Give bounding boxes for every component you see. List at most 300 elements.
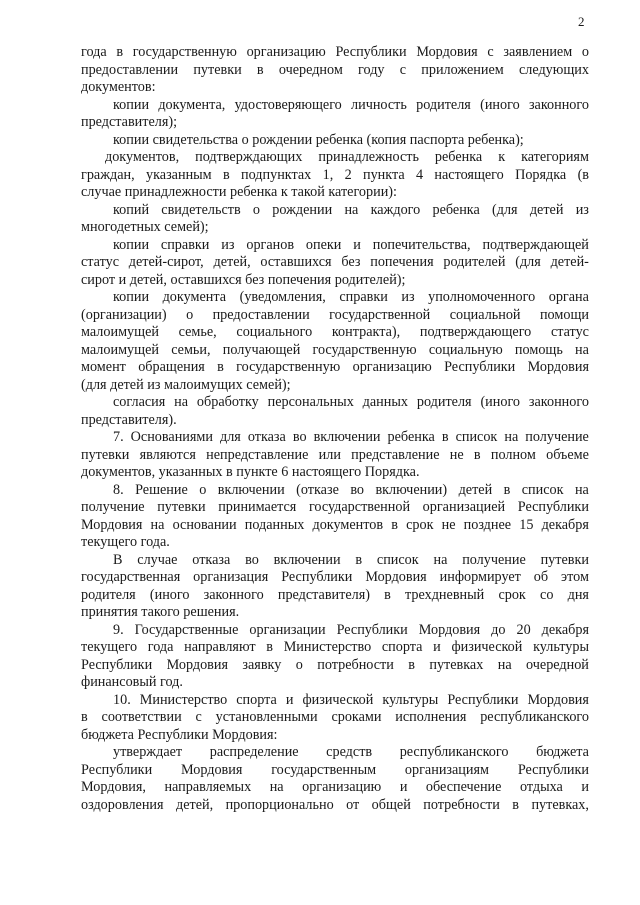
word: исполнения [395, 709, 467, 725]
word: предоставлении [81, 61, 179, 78]
word: путевки [540, 551, 589, 568]
word: полном [490, 446, 536, 463]
word: заявлением [503, 44, 573, 60]
word: очередной [526, 656, 589, 673]
text-line [81, 709, 589, 727]
word: из [401, 289, 415, 305]
word: родителя [81, 586, 136, 603]
word: текущего [81, 639, 138, 655]
word: представителя) [277, 586, 370, 603]
word: трехдневный [405, 586, 485, 603]
word: статус [81, 254, 120, 270]
word: организацию [246, 44, 326, 60]
word: в [266, 639, 273, 655]
word: ребенка [387, 429, 435, 445]
word: (отказе [296, 481, 339, 498]
word: (для [515, 254, 541, 270]
word: Республики [81, 656, 153, 673]
text-line [81, 674, 589, 692]
text-line [81, 202, 589, 220]
word: общей [371, 796, 411, 813]
text-line [81, 237, 589, 255]
word: Республики [281, 569, 353, 585]
word: включении [217, 481, 285, 498]
text-line [81, 587, 589, 605]
word: с [399, 61, 407, 78]
word: республиканского [399, 744, 509, 760]
word: граждан, [81, 166, 135, 183]
word: Основаниями [130, 429, 213, 445]
word: справки [160, 236, 210, 253]
text-line [81, 289, 589, 307]
word: ребенка [434, 149, 483, 165]
text-line [81, 149, 589, 167]
word: помощи [539, 306, 589, 323]
line-text: текущего года. [81, 534, 170, 550]
word: государственной [308, 499, 411, 515]
word: документов, [105, 149, 180, 165]
word: малоимущей [81, 341, 159, 358]
word: список [376, 551, 419, 568]
word: государственная [81, 569, 181, 585]
word: случае [137, 551, 178, 568]
word: указанным [146, 166, 212, 183]
word: очередном [278, 61, 343, 78]
word: попечения [370, 254, 434, 270]
text-line [81, 744, 589, 762]
word: в [256, 61, 264, 78]
word: документа, [158, 96, 226, 113]
word: Мордовия [418, 621, 481, 638]
word: список [521, 481, 564, 498]
line-text: многодетных семей); [81, 219, 209, 235]
word: принадлежность [318, 149, 419, 165]
word: получение [525, 429, 589, 445]
word: детей, [175, 796, 214, 813]
word: копии [113, 289, 150, 305]
word: Мордовия [416, 44, 478, 60]
word: с [195, 709, 202, 725]
word: государственным [271, 761, 377, 778]
word: и [581, 779, 589, 795]
word: (для [492, 201, 518, 218]
word: декабря [541, 516, 589, 533]
word: отдыха [519, 779, 563, 795]
word: государственной [329, 306, 431, 323]
word: в [81, 709, 88, 725]
word: обеспечение [425, 779, 502, 795]
word: во [292, 429, 307, 445]
text-line [81, 604, 589, 622]
text-line [81, 62, 589, 80]
word: (в [577, 166, 589, 183]
word: социальной [449, 306, 521, 323]
text-line [81, 534, 589, 552]
text-line [81, 762, 589, 780]
word: культуры [382, 691, 439, 708]
word: и [399, 779, 408, 795]
word: обработку [196, 394, 259, 410]
text-line [81, 97, 589, 115]
line-text: случае принадлежности ребенка к такой категории): [81, 184, 397, 200]
word: организацией [422, 499, 506, 515]
word: копий [113, 201, 150, 218]
word: о [581, 44, 589, 60]
text-line [81, 272, 589, 290]
word: информирует [439, 569, 521, 585]
word: дня [567, 586, 589, 603]
word: из [221, 236, 235, 253]
word: являются [139, 446, 196, 463]
line-text: сирот и детей, оставшихся без попечения родителей); [81, 271, 406, 288]
word: к [498, 149, 506, 165]
word: Республики [517, 499, 589, 515]
word: рождении [272, 201, 333, 218]
word: путевках [429, 656, 484, 673]
word: в [355, 551, 363, 568]
word: включении [273, 551, 341, 568]
word: помощь [514, 341, 563, 358]
word: детей [529, 201, 564, 218]
text-line [81, 184, 589, 202]
word: направляемых [164, 779, 252, 795]
word: на [575, 341, 589, 358]
word: бюджета [536, 744, 589, 760]
text-line [81, 622, 589, 640]
word: основании [172, 516, 237, 533]
word: путевки [193, 61, 242, 78]
word: с [487, 44, 494, 60]
word: детей-сирот, [128, 254, 204, 270]
word: на [174, 394, 189, 410]
text-line [81, 307, 589, 325]
text-line [81, 727, 589, 745]
word: на [344, 201, 359, 218]
word: 4 [415, 166, 424, 183]
text-line [81, 219, 589, 237]
word: Мордовия [527, 691, 589, 708]
word: путевки [157, 499, 206, 515]
word: момент [81, 359, 126, 375]
word: органов [246, 236, 295, 253]
word: обращения [138, 359, 205, 375]
word: представление [351, 446, 440, 463]
word: на [150, 516, 165, 533]
word: настоящего [434, 166, 504, 183]
page-number: 2 [578, 14, 585, 29]
word: 2 [344, 166, 352, 183]
text-line [81, 499, 589, 517]
line-text: бюджета Республики Мордовия: [81, 726, 278, 743]
word: включении [313, 429, 381, 445]
text-line [81, 79, 589, 97]
word: организация [193, 569, 269, 585]
word: на [433, 551, 448, 568]
word: физической [451, 639, 523, 655]
word: Мордовия [527, 359, 589, 375]
word: Республики [517, 761, 589, 778]
word: организации [249, 621, 326, 638]
word: во [245, 551, 259, 568]
text-line [81, 797, 589, 815]
word: спорта [381, 639, 423, 655]
word: малоимущей [81, 324, 159, 340]
word: Мордовия [180, 761, 243, 778]
word: пункта [363, 166, 405, 183]
word: и [285, 691, 294, 708]
line-text: принятия такого решения. [81, 604, 240, 620]
word: статус [550, 324, 589, 340]
word: позднее [463, 516, 512, 533]
word: Республики [336, 621, 408, 638]
word: (иного [480, 96, 520, 113]
word: согласия [113, 394, 166, 410]
word: соответствии [101, 709, 182, 725]
line-text: (для детей из малоимущих семей); [81, 376, 291, 393]
word: государственную [312, 341, 417, 358]
word: Мордовия [365, 569, 427, 585]
word: каждого [370, 201, 421, 218]
word: на [504, 429, 519, 445]
word: в [217, 359, 224, 375]
word: детей, [213, 254, 251, 270]
word: 15 [519, 516, 534, 533]
word: в [223, 166, 230, 183]
word: распределение [209, 744, 299, 760]
word: категориям [521, 149, 589, 165]
word: детей [458, 481, 493, 498]
word: утверждает [113, 744, 183, 760]
word: 8. [113, 481, 124, 498]
word: от [346, 796, 360, 813]
word: социального [236, 324, 313, 340]
word: из [575, 201, 589, 218]
word: года [147, 639, 174, 655]
word: отказа [247, 429, 286, 445]
word: года [81, 44, 107, 60]
word: Решение [135, 481, 188, 498]
word: организацию [302, 779, 382, 795]
word: Мордовия [166, 656, 228, 673]
word: родителей [443, 254, 506, 270]
text-line [81, 254, 589, 272]
word: организациям [404, 761, 490, 778]
word: со [540, 586, 554, 603]
word: (организации) [81, 306, 167, 323]
line-text: представителя). [81, 411, 177, 428]
text-line [81, 412, 589, 430]
word: не [441, 516, 456, 533]
word: следующих [518, 61, 589, 78]
word: персональных [267, 394, 354, 410]
word: данных [362, 394, 408, 410]
word: на [574, 481, 589, 498]
text-line [81, 394, 589, 412]
word: оздоровления [81, 796, 164, 813]
word: в [441, 429, 449, 445]
word: документа [162, 289, 227, 305]
text-line [81, 44, 589, 62]
word: заявку [242, 656, 282, 673]
word: для [220, 429, 241, 445]
word: контракта), [331, 324, 401, 340]
word: (иного [149, 586, 190, 603]
word: объеме [546, 446, 589, 463]
word: получение [81, 499, 145, 515]
word: список [455, 429, 498, 445]
word: в [503, 481, 511, 498]
word: родителя [416, 394, 472, 410]
word: подтверждающей [482, 236, 589, 253]
text-line [81, 517, 589, 535]
word: в [408, 656, 415, 673]
word: отказа [192, 551, 231, 568]
word: потребности [423, 796, 500, 813]
word: о [252, 201, 260, 218]
word: (уведомления, [239, 289, 326, 305]
line-text: документов: [81, 79, 156, 95]
word: Республики [444, 359, 516, 375]
word: путевки [81, 446, 130, 463]
word: без [341, 254, 361, 270]
text-line [81, 692, 589, 710]
text-line [81, 167, 589, 185]
word: личность [351, 96, 407, 113]
word: семье, [178, 324, 217, 340]
word: срок [406, 516, 434, 533]
word: установленными [215, 709, 318, 725]
word: социальную [428, 341, 503, 358]
word: документов [312, 516, 384, 533]
word: свидетельств [161, 201, 241, 218]
text-line [81, 552, 589, 570]
word: принимается [218, 499, 297, 515]
word: направляют [184, 639, 256, 655]
word: на [497, 656, 512, 673]
word: срок [498, 586, 526, 603]
word: подтверждающих [195, 149, 303, 165]
word: организацию [352, 359, 432, 375]
word: Республики [335, 44, 407, 60]
word: о [295, 656, 303, 673]
word: о [199, 481, 207, 498]
body-text [81, 44, 589, 814]
word: предоставлении [212, 306, 310, 323]
word: опеки [305, 236, 342, 253]
line-text: финансовый год. [81, 674, 183, 690]
word: во [350, 481, 365, 498]
line-text: копии свидетельства о рождении ребенка (копия паспорта ребенка); [113, 131, 524, 148]
word: родителя [416, 96, 471, 113]
word: ребенка [432, 201, 480, 218]
word: уполномоченного [428, 289, 536, 305]
word: до [491, 621, 506, 638]
word: 20 [516, 621, 531, 638]
word: потребности [317, 656, 394, 673]
word: справки [339, 289, 388, 305]
word: республиканского [480, 709, 589, 725]
text-line [81, 377, 589, 395]
word: получающей [222, 341, 301, 358]
word: государственную [236, 359, 341, 375]
word: пропорционально [225, 796, 334, 813]
word: в [512, 796, 519, 813]
word: включении) [375, 481, 448, 498]
word: подтверждающего [419, 324, 532, 340]
word: В [113, 551, 123, 568]
line-text: документов, указанных в пункте 6 настоящего Порядка. [81, 464, 420, 480]
word: детей- [550, 254, 589, 270]
word: приложением [421, 61, 504, 78]
word: Министерство [139, 691, 228, 708]
word: органа [548, 289, 589, 305]
word: семьи, [171, 341, 211, 358]
word: средств [326, 744, 373, 760]
text-line [81, 429, 589, 447]
text-line [81, 482, 589, 500]
word: удостоверяющего [234, 96, 342, 113]
word: государственную [132, 44, 237, 60]
word: 9. [113, 621, 124, 638]
word: году [358, 61, 385, 78]
word: культуры [533, 639, 589, 655]
word: 7. [113, 429, 124, 445]
text-line [81, 342, 589, 360]
text-line [81, 447, 589, 465]
word: копии [113, 96, 150, 113]
line-text: представителя); [81, 114, 178, 130]
word: законного [528, 394, 589, 410]
word: в [391, 516, 398, 533]
text-line [81, 114, 589, 132]
word: не [449, 446, 464, 463]
word: в [384, 586, 391, 603]
text-line [81, 359, 589, 377]
text-line [81, 657, 589, 675]
word: законного [203, 586, 264, 603]
word: об [533, 569, 549, 585]
word: декабря [541, 621, 589, 638]
word: путевках, [531, 796, 589, 813]
word: спорта [236, 691, 277, 708]
word: (иного [480, 394, 521, 410]
word: подпунктах [241, 166, 312, 183]
word: в [473, 446, 481, 463]
text-line [81, 569, 589, 587]
word: на [269, 779, 284, 795]
word: поданных [244, 516, 305, 533]
word: Порядка [515, 166, 567, 183]
text-line [81, 779, 589, 797]
word: Мордовия, [81, 779, 146, 795]
word: физической [302, 691, 374, 708]
word: попечительства, [372, 236, 471, 253]
word: или [318, 446, 341, 463]
word: Мордовия [81, 516, 143, 533]
word: получение [462, 551, 526, 568]
word: сроками [331, 709, 382, 725]
text-line [81, 639, 589, 657]
word: 10. [113, 691, 131, 708]
word: Республики [447, 691, 519, 708]
text-line [81, 132, 589, 150]
text-line [81, 324, 589, 342]
word: и [353, 236, 361, 253]
word: Республики [81, 761, 153, 778]
word: о [186, 306, 194, 323]
word: этом [561, 569, 589, 585]
word: Государственные [134, 621, 239, 638]
